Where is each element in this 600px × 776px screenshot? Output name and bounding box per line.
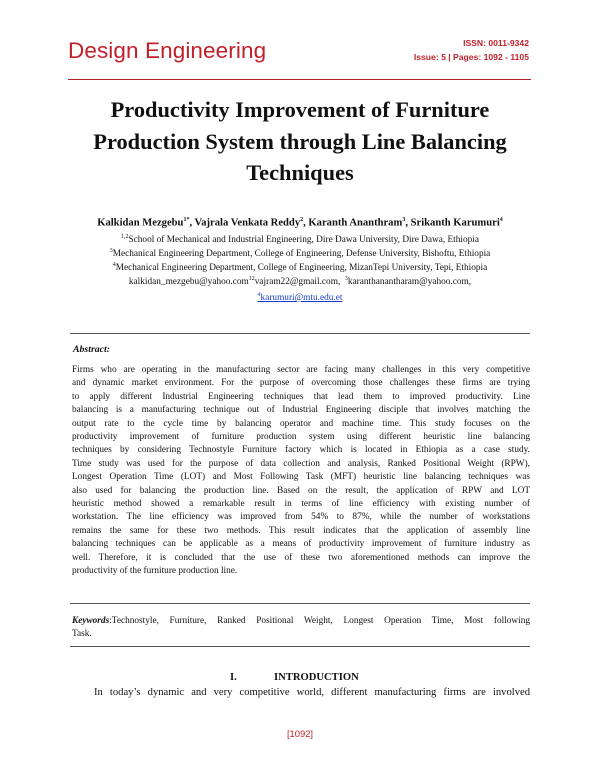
- email-text: kalkidan_mezgebu@yahoo.com: [128, 277, 249, 288]
- abstract-line: also used for balancing the production line. Based on the result, the application of RPW and LOT: [72, 485, 530, 496]
- abstract-line: productivity of the furniture production line.: [72, 566, 238, 577]
- journal-name: Design Engineering: [68, 38, 267, 63]
- abstract-line: Time study was used for the purpose of data collection and analysis, Ranked Positional Weight (RPW),: [72, 458, 530, 469]
- author-list: Kalkidan Mezgebu$^{1*}$, Vajrala Venkata Reddy$^2$, Karanth Ananthram$^3$, Srikanth Karumuri$^4$: [97, 217, 503, 229]
- title-line: Production System through Line Balancing: [93, 128, 507, 154]
- abstract-heading: Abstract:: [73, 344, 111, 355]
- abstract-line: to apply different Industrial Engineering techniques that lead them to improved productivity. Line: [72, 391, 530, 402]
- author-sup: 4: [499, 217, 503, 223]
- abstract-bottom-rule: [70, 603, 530, 604]
- abstract-line: techniques by considering Technostyle Furniture factory which is located in Ethiopia as a case study.: [72, 445, 530, 456]
- section-title: INTRODUCTION: [274, 672, 359, 683]
- keywords: [72, 615, 530, 642]
- author-name: Vajrala Venkata Reddy: [194, 217, 301, 229]
- page-number: [1092]: [286, 728, 314, 739]
- email-line: [50, 276, 550, 287]
- section-number: I.: [230, 672, 237, 683]
- abstract-line: heuristic method showed a remarkable result in terms of line efficiency with existing number of: [72, 499, 530, 510]
- paper-title: [60, 94, 540, 189]
- abstract-line: productivity improvement of furniture production system using different heuristic line balancing: [72, 432, 530, 443]
- author-name: Karanth Ananthram: [308, 217, 403, 229]
- keywords-label: Keywords: [72, 616, 110, 626]
- author-name: Srikanth Karumuri: [410, 217, 500, 229]
- title-line: Techniques: [246, 160, 354, 185]
- affiliation-text: Mechanical Engineering Department, College of Engineering, MizanTepi University, Tepi, Ethiopia: [115, 263, 488, 274]
- title-line: Productivity Improvement of Furniture: [110, 97, 490, 122]
- email-text: karanthanantharam@yahoo.com,: [347, 277, 472, 288]
- email-sup: 4: [257, 292, 261, 298]
- author-sup: 2: [300, 217, 304, 223]
- affiliation-text: Mechanical Engineering Department, College of Engineering, Defense University, Bishoftu, Ethiopia: [112, 249, 491, 260]
- abstract-line: Longest Operation Time (LOT) and Most Following Task (MFT) heuristic line balancing techniques was: [72, 472, 530, 483]
- abstract-line: output rate to the cycle time by balancing operator and machine time. This study focuses on the: [72, 418, 530, 429]
- abstract-line: well. Therefore, it is concluded that the use of these two aforementioned methods can improve the: [72, 552, 530, 563]
- email-link[interactable]: [258, 293, 343, 303]
- keywords-line: [72, 615, 530, 628]
- affiliation-sup: 1,2: [120, 234, 129, 240]
- abstract-line: balancing techniques can be applicable as a means of productivity improvement of furniture industry as: [72, 539, 530, 550]
- email-text: karumuri@mtu.edu.et: [260, 293, 343, 304]
- issn-label: ISSN: 0011-9342: [463, 38, 529, 48]
- abstract-body: [72, 364, 530, 579]
- keywords-text: :Technostyle, Furniture, Ranked Positional Weight, Longest Operation Time, Most following: [109, 616, 530, 626]
- affiliation-text: School of Mechanical and Industrial Engineering, Dire Dawa University, Dire Dawa, Ethiopia: [128, 235, 479, 246]
- author-name: Kalkidan Mezgebu: [97, 217, 184, 229]
- abstract-line: remains the same for these two methods. This result indicates that the application of assembly line: [72, 525, 530, 536]
- affiliation-sup: 4: [112, 262, 116, 268]
- email-text: vajram22@gmail.com,: [254, 277, 341, 288]
- email-sup: 3: [344, 276, 348, 282]
- affiliation: [50, 248, 550, 259]
- abstract-line: workstation. The line efficiency was improved from 54% to 87%, while the number of workstations: [72, 512, 530, 523]
- email-line: [50, 292, 550, 303]
- keywords-line: Task.: [72, 629, 92, 640]
- header-divider: [68, 79, 531, 80]
- author-sup: 1*: [183, 217, 190, 223]
- author-sup: 3: [402, 217, 406, 223]
- affiliation-sup: 3: [109, 248, 113, 254]
- email-sup: 12: [248, 276, 255, 282]
- affiliation: [50, 262, 550, 273]
- abstract-line: Firms who are operating in the manufacturing sector are facing many challenges in this very competitive: [72, 365, 530, 375]
- intro-paragraph-line: In today’s dynamic and very competitive world, different manufacturing firms are involved: [94, 687, 530, 698]
- abstract-line: balancing is a manufacturing technique out of Industrial Engineering disciple that involves matching the: [72, 405, 530, 416]
- abstract-top-rule: [70, 333, 530, 334]
- keywords-bottom-rule: [70, 646, 530, 647]
- affiliation: [50, 234, 550, 245]
- abstract-line: and dynamic market environment. For the purpose of overcoming those challenges these firms are trying: [72, 378, 530, 389]
- issue-pages-label: Issue: 5 | Pages: 1092 - 1105: [413, 52, 529, 62]
